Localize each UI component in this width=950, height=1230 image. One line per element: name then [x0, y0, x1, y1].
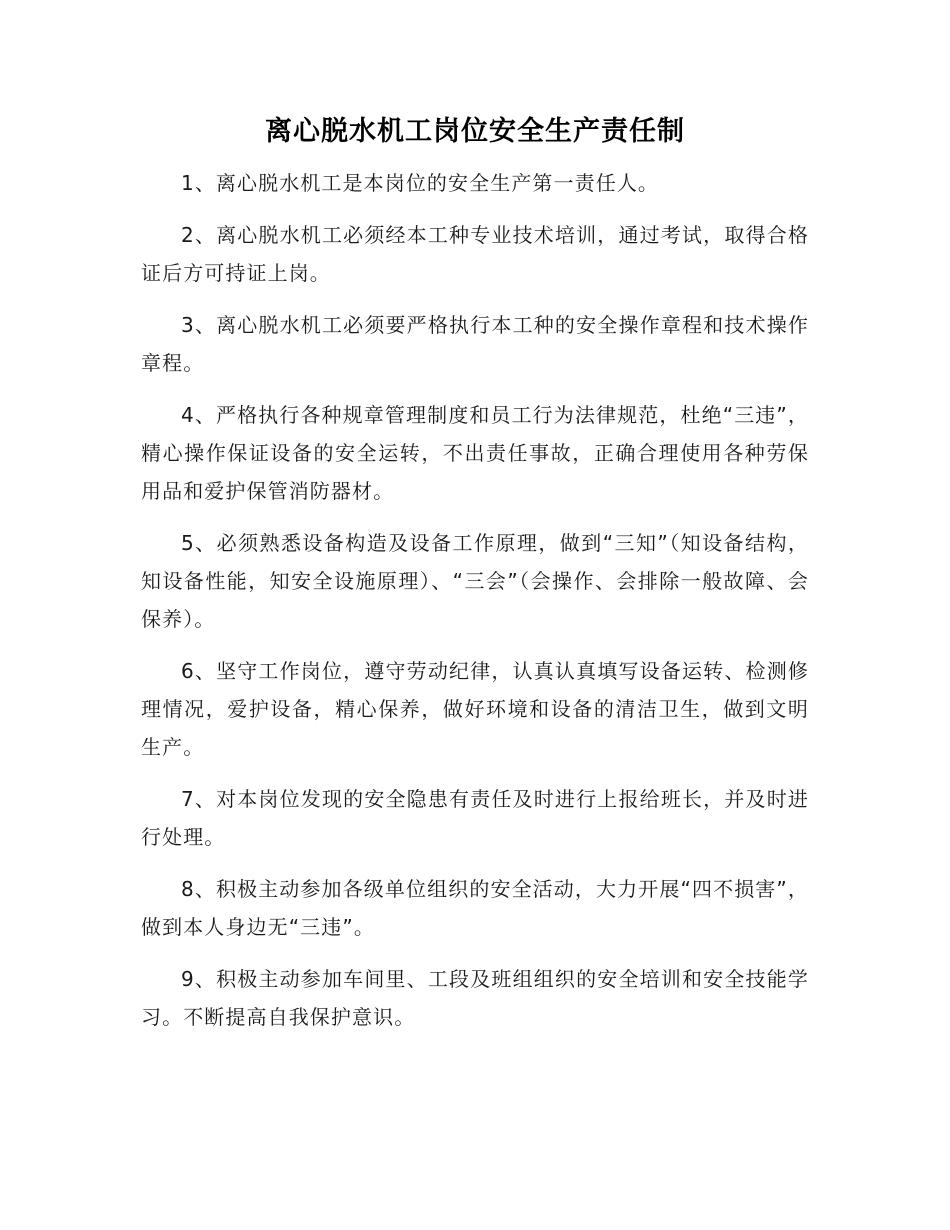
paragraph-9: 9、积极主动参加车间里、工段及班组组织的安全培训和安全技能学习。不断提高自我保护意识。	[141, 967, 809, 1029]
paragraph-1: 1、离心脱水机工是本岗位的安全生产第一责任人。	[181, 171, 660, 195]
document-body	[141, 164, 809, 1050]
paragraph-4: 4、严格执行各种规章管理制度和员工行为法律规范，杜绝“三违”，精心操作保证设备的安全运转，不出责任事故，正确合理使用各种劳保用品和爱护保管消防器材。	[141, 403, 809, 503]
paragraph-5: 5、必须熟悉设备构造及设备工作原理，做到“三知”（知设备结构，知设备性能，知安全设施原理）、“三会”（会操作、会排除一般故障、会保养）。	[141, 531, 809, 631]
paragraph-3: 3、离心脱水机工必须要严格执行本工种的安全操作章程和技术操作章程。	[141, 313, 809, 375]
paragraph-2: 2、离心脱水机工必须经本工种专业技术培训，通过考试，取得合格证后方可持证上岗。	[141, 223, 809, 285]
document-title: 离心脱水机工岗位安全生产责任制	[265, 116, 685, 147]
paragraph-6: 6、坚守工作岗位，遵守劳动纪律，认真认真填写设备运转、检测修理情况，爱护设备，精心保养，做好环境和设备的清洁卫生，做到文明生产。	[141, 659, 809, 759]
paragraph-8: 8、积极主动参加各级单位组织的安全活动，大力开展“四不损害”，做到本人身边无“三违”。	[141, 877, 809, 939]
paragraph-7: 7、对本岗位发现的安全隐患有责任及时进行上报给班长，并及时进行处理。	[141, 787, 809, 849]
